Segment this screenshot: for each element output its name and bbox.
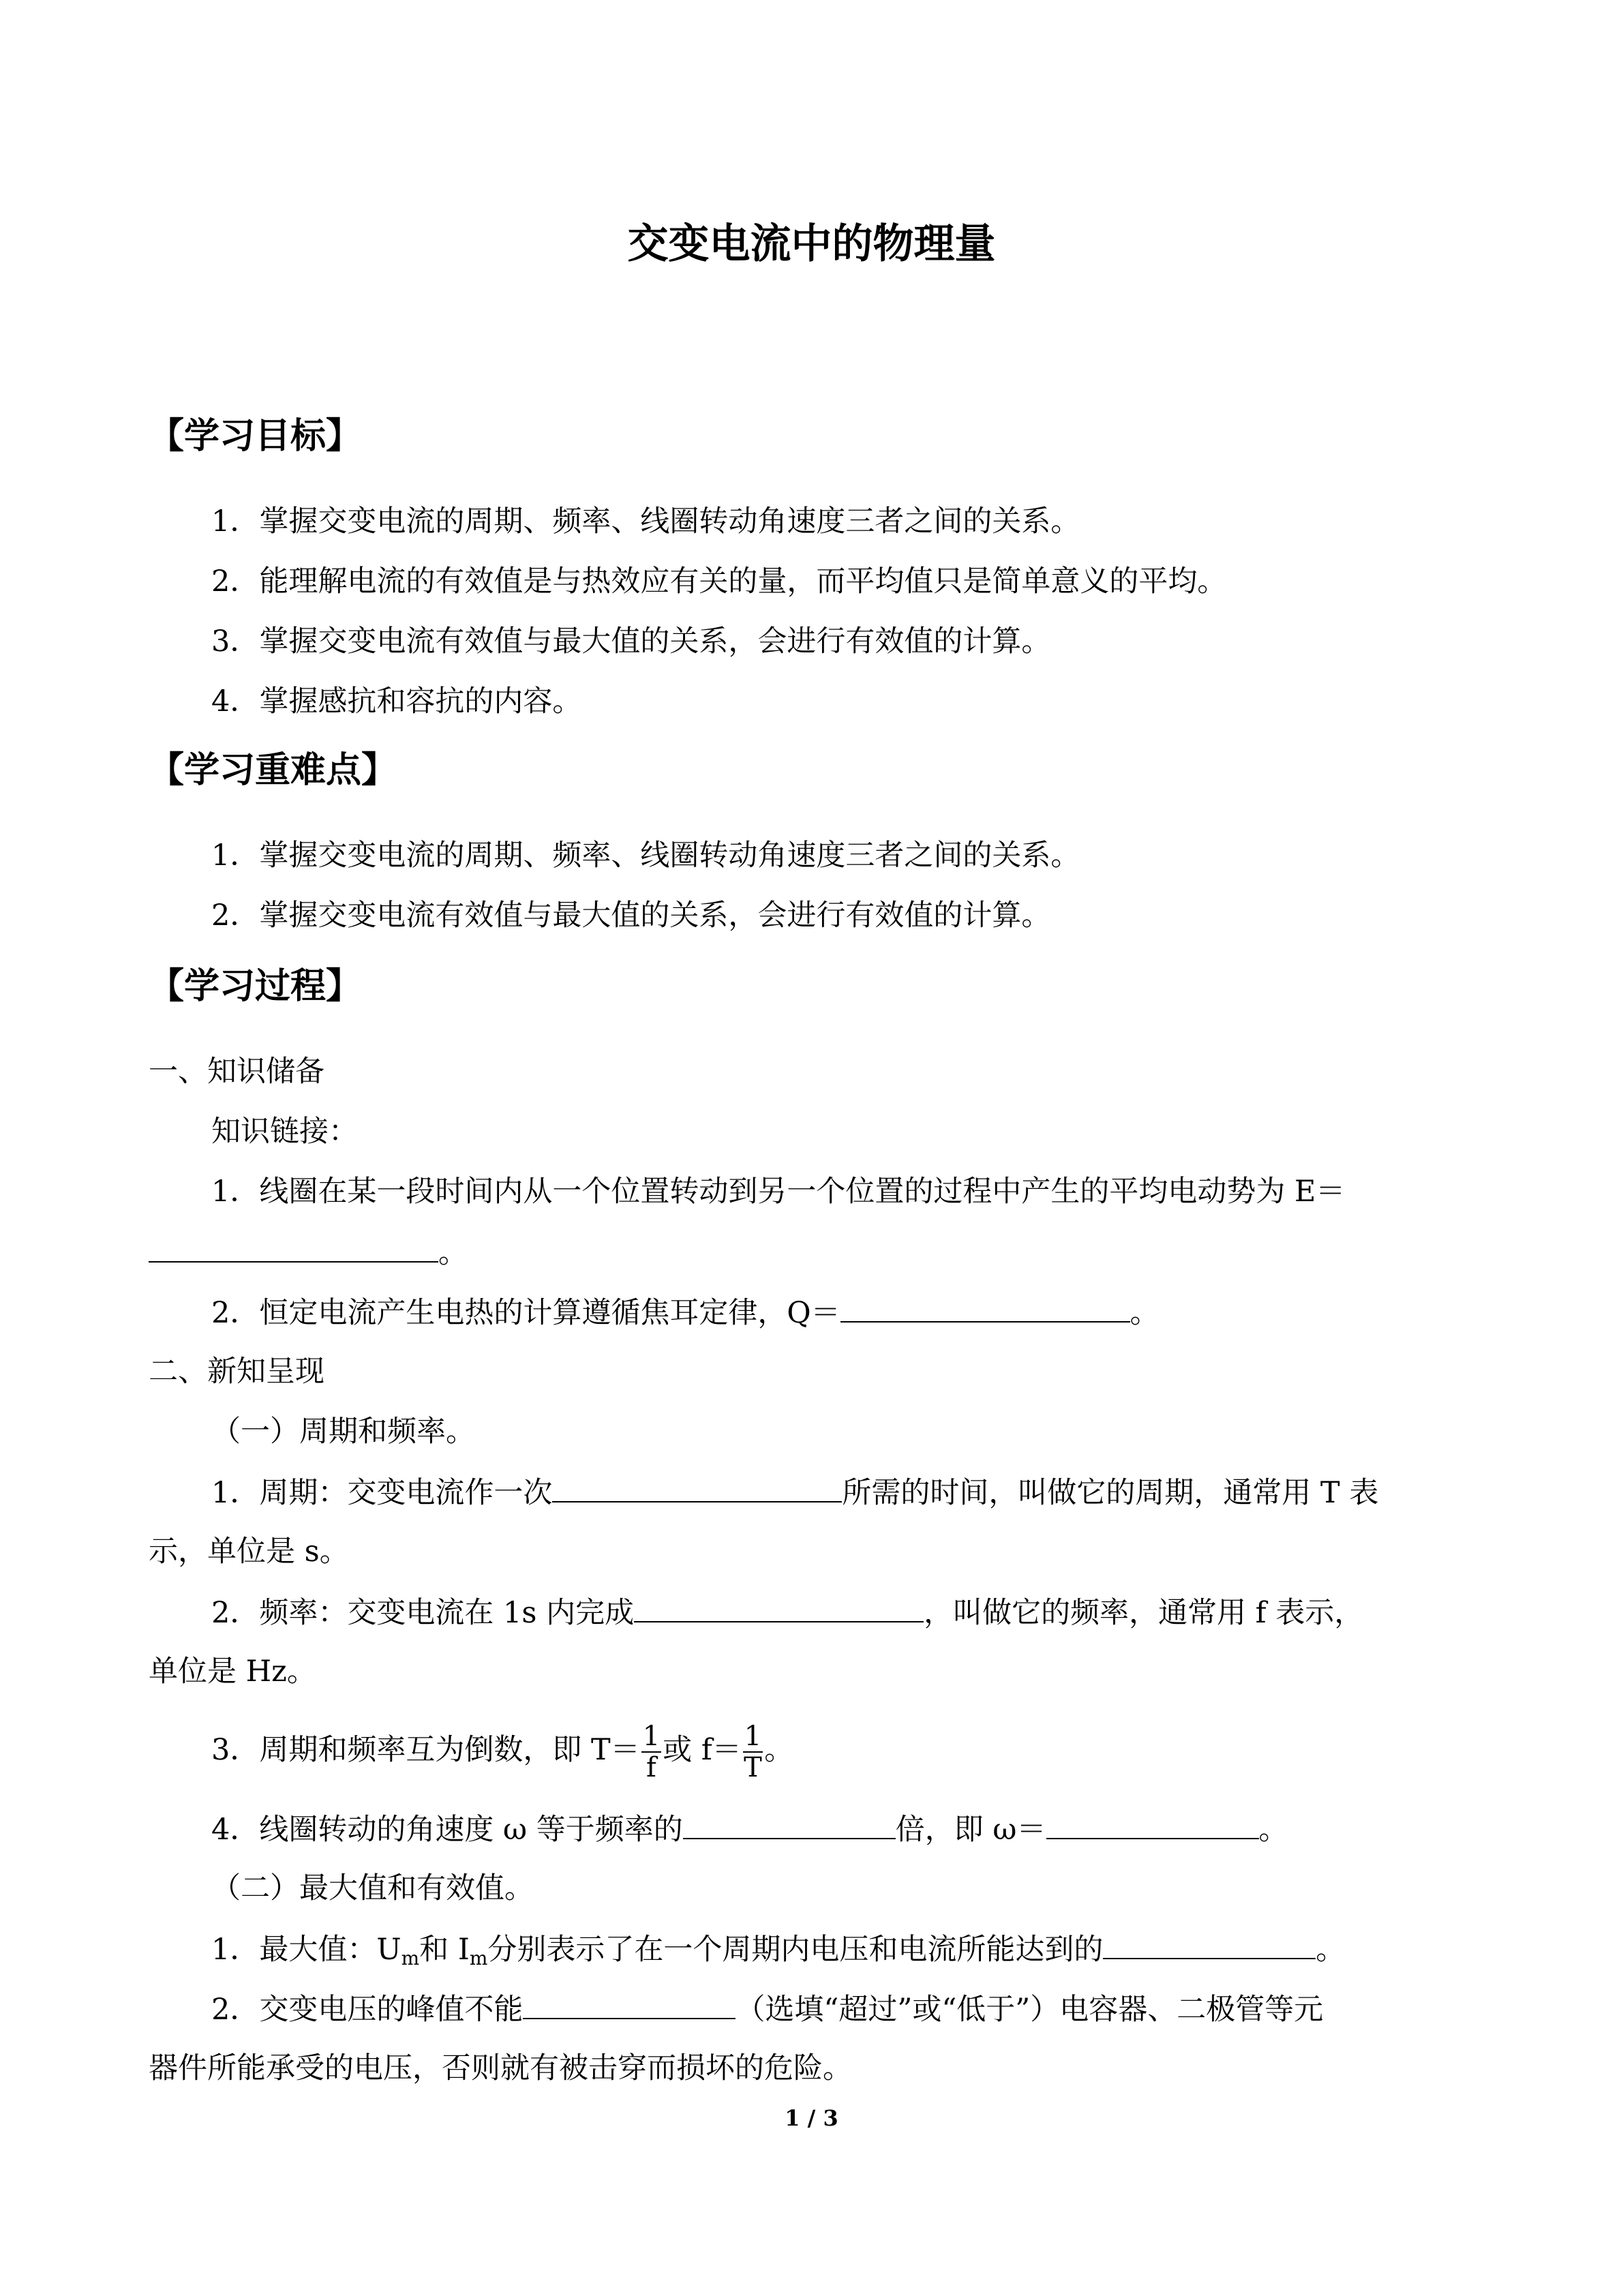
fill-blank[interactable] [840, 1291, 1130, 1323]
fraction-denominator: f [646, 1752, 656, 1783]
section-heading-objectives: 【学习目标】 [149, 415, 362, 457]
fill-blank[interactable] [634, 1591, 924, 1622]
page-title: 交变电流中的物理量 [627, 220, 996, 268]
punct: 。 [1316, 1933, 1346, 1967]
reciprocal-or: 或 f＝ [663, 1733, 742, 1767]
max-text-3: 分别表示了在一个周期内电压和电流所能达到的 [487, 1933, 1104, 1967]
frequency-item-cont: 单位是 Hz。 [149, 1655, 316, 1689]
max-text: 1．最大值：U [211, 1933, 401, 1967]
peak-item [0, 1988, 1623, 2030]
knowledge-item-1-text: 1．线圈在某一段时间内从一个位置转动到另一个位置的过程中产生的平均电动势为 E＝ [211, 1175, 1346, 1209]
peak-text: 2．交变电压的峰值不能 [211, 1993, 524, 2027]
knowledge-link-label: 知识链接： [211, 1115, 358, 1149]
period-text-2: 所需的时间，叫做它的周期，通常用 T 表 [842, 1476, 1379, 1510]
section-heading-process: 【学习过程】 [149, 965, 362, 1007]
fill-blank[interactable] [552, 1471, 842, 1502]
section-heading-key-points: 【学习重难点】 [149, 749, 397, 791]
objective-item: 2．能理解电流的有效值是与热效应有关的量，而平均值只是简单意义的平均。 [211, 564, 1227, 599]
angular-text-2: 倍，即 ω＝ [895, 1813, 1046, 1847]
fill-blank[interactable] [1103, 1928, 1316, 1959]
subscript: m [401, 1947, 420, 1969]
fraction-1-over-T [743, 1721, 763, 1783]
fill-blank[interactable] [683, 1808, 896, 1839]
peak-item-cont: 器件所能承受的电压，否则就有被击穿而损坏的危险。 [149, 2051, 852, 2085]
fraction-numerator: 1 [744, 1721, 762, 1752]
knowledge-item-2 [0, 1291, 1623, 1333]
knowledge-item-1-cont [0, 1231, 1623, 1273]
fill-blank[interactable] [1046, 1808, 1259, 1839]
key-point-item: 2．掌握交变电流有效值与最大值的关系，会进行有效值的计算。 [211, 898, 1051, 933]
punct: 。 [1129, 1296, 1159, 1330]
max-value-item [0, 1928, 1623, 1979]
fraction-denominator: T [744, 1752, 762, 1783]
subscript: m [469, 1947, 488, 1969]
angular-text: 4．线圈转动的角速度 ω 等于频率的 [211, 1813, 683, 1847]
period-item [0, 1471, 1623, 1513]
part-heading-new-knowledge: 二、新知呈现 [149, 1355, 324, 1389]
period-text: 1．周期：交变电流作一次 [211, 1476, 553, 1510]
fraction-1-over-f [641, 1721, 661, 1783]
subsection-period-frequency: （一）周期和频率。 [211, 1415, 475, 1449]
fraction-numerator: 1 [642, 1721, 661, 1752]
part-heading-knowledge: 一、知识储备 [149, 1055, 324, 1089]
reciprocal-text: 3．周期和频率互为倒数，即 T＝ [211, 1733, 640, 1767]
reciprocal-item [0, 1721, 1623, 1783]
frequency-text-2: ，叫做它的频率，通常用 f 表示， [924, 1596, 1364, 1630]
knowledge-item-2-text: 2．恒定电流产生电热的计算遵循焦耳定律，Q＝ [211, 1296, 840, 1330]
fill-blank[interactable] [523, 1988, 735, 2019]
frequency-text: 2．频率：交变电流在 1s 内完成 [211, 1596, 635, 1630]
punct: 。 [1258, 1813, 1288, 1847]
key-point-item: 1．掌握交变电流的周期、频率、线圈转动角速度三者之间的关系。 [211, 839, 1080, 873]
max-text-2: 和 I [419, 1933, 470, 1967]
subsection-max-effective: （二）最大值和有效值。 [211, 1871, 534, 1905]
punct: 。 [764, 1733, 794, 1767]
page-number: 1 / 3 [785, 2105, 838, 2131]
knowledge-item-1 [0, 1171, 1623, 1212]
period-item-cont: 示，单位是 s。 [149, 1535, 349, 1569]
objective-item: 1．掌握交变电流的周期、频率、线圈转动角速度三者之间的关系。 [211, 504, 1080, 539]
objective-item: 4．掌握感抗和容抗的内容。 [211, 684, 582, 719]
objective-item: 3．掌握交变电流有效值与最大值的关系，会进行有效值的计算。 [211, 624, 1051, 659]
frequency-item [0, 1591, 1623, 1633]
angular-velocity-item [0, 1808, 1623, 1850]
punct: 。 [438, 1236, 468, 1270]
fill-blank[interactable] [149, 1231, 438, 1263]
peak-text-2: （选填“超过”或“低于”）电容器、二极管等元 [735, 1993, 1324, 2027]
